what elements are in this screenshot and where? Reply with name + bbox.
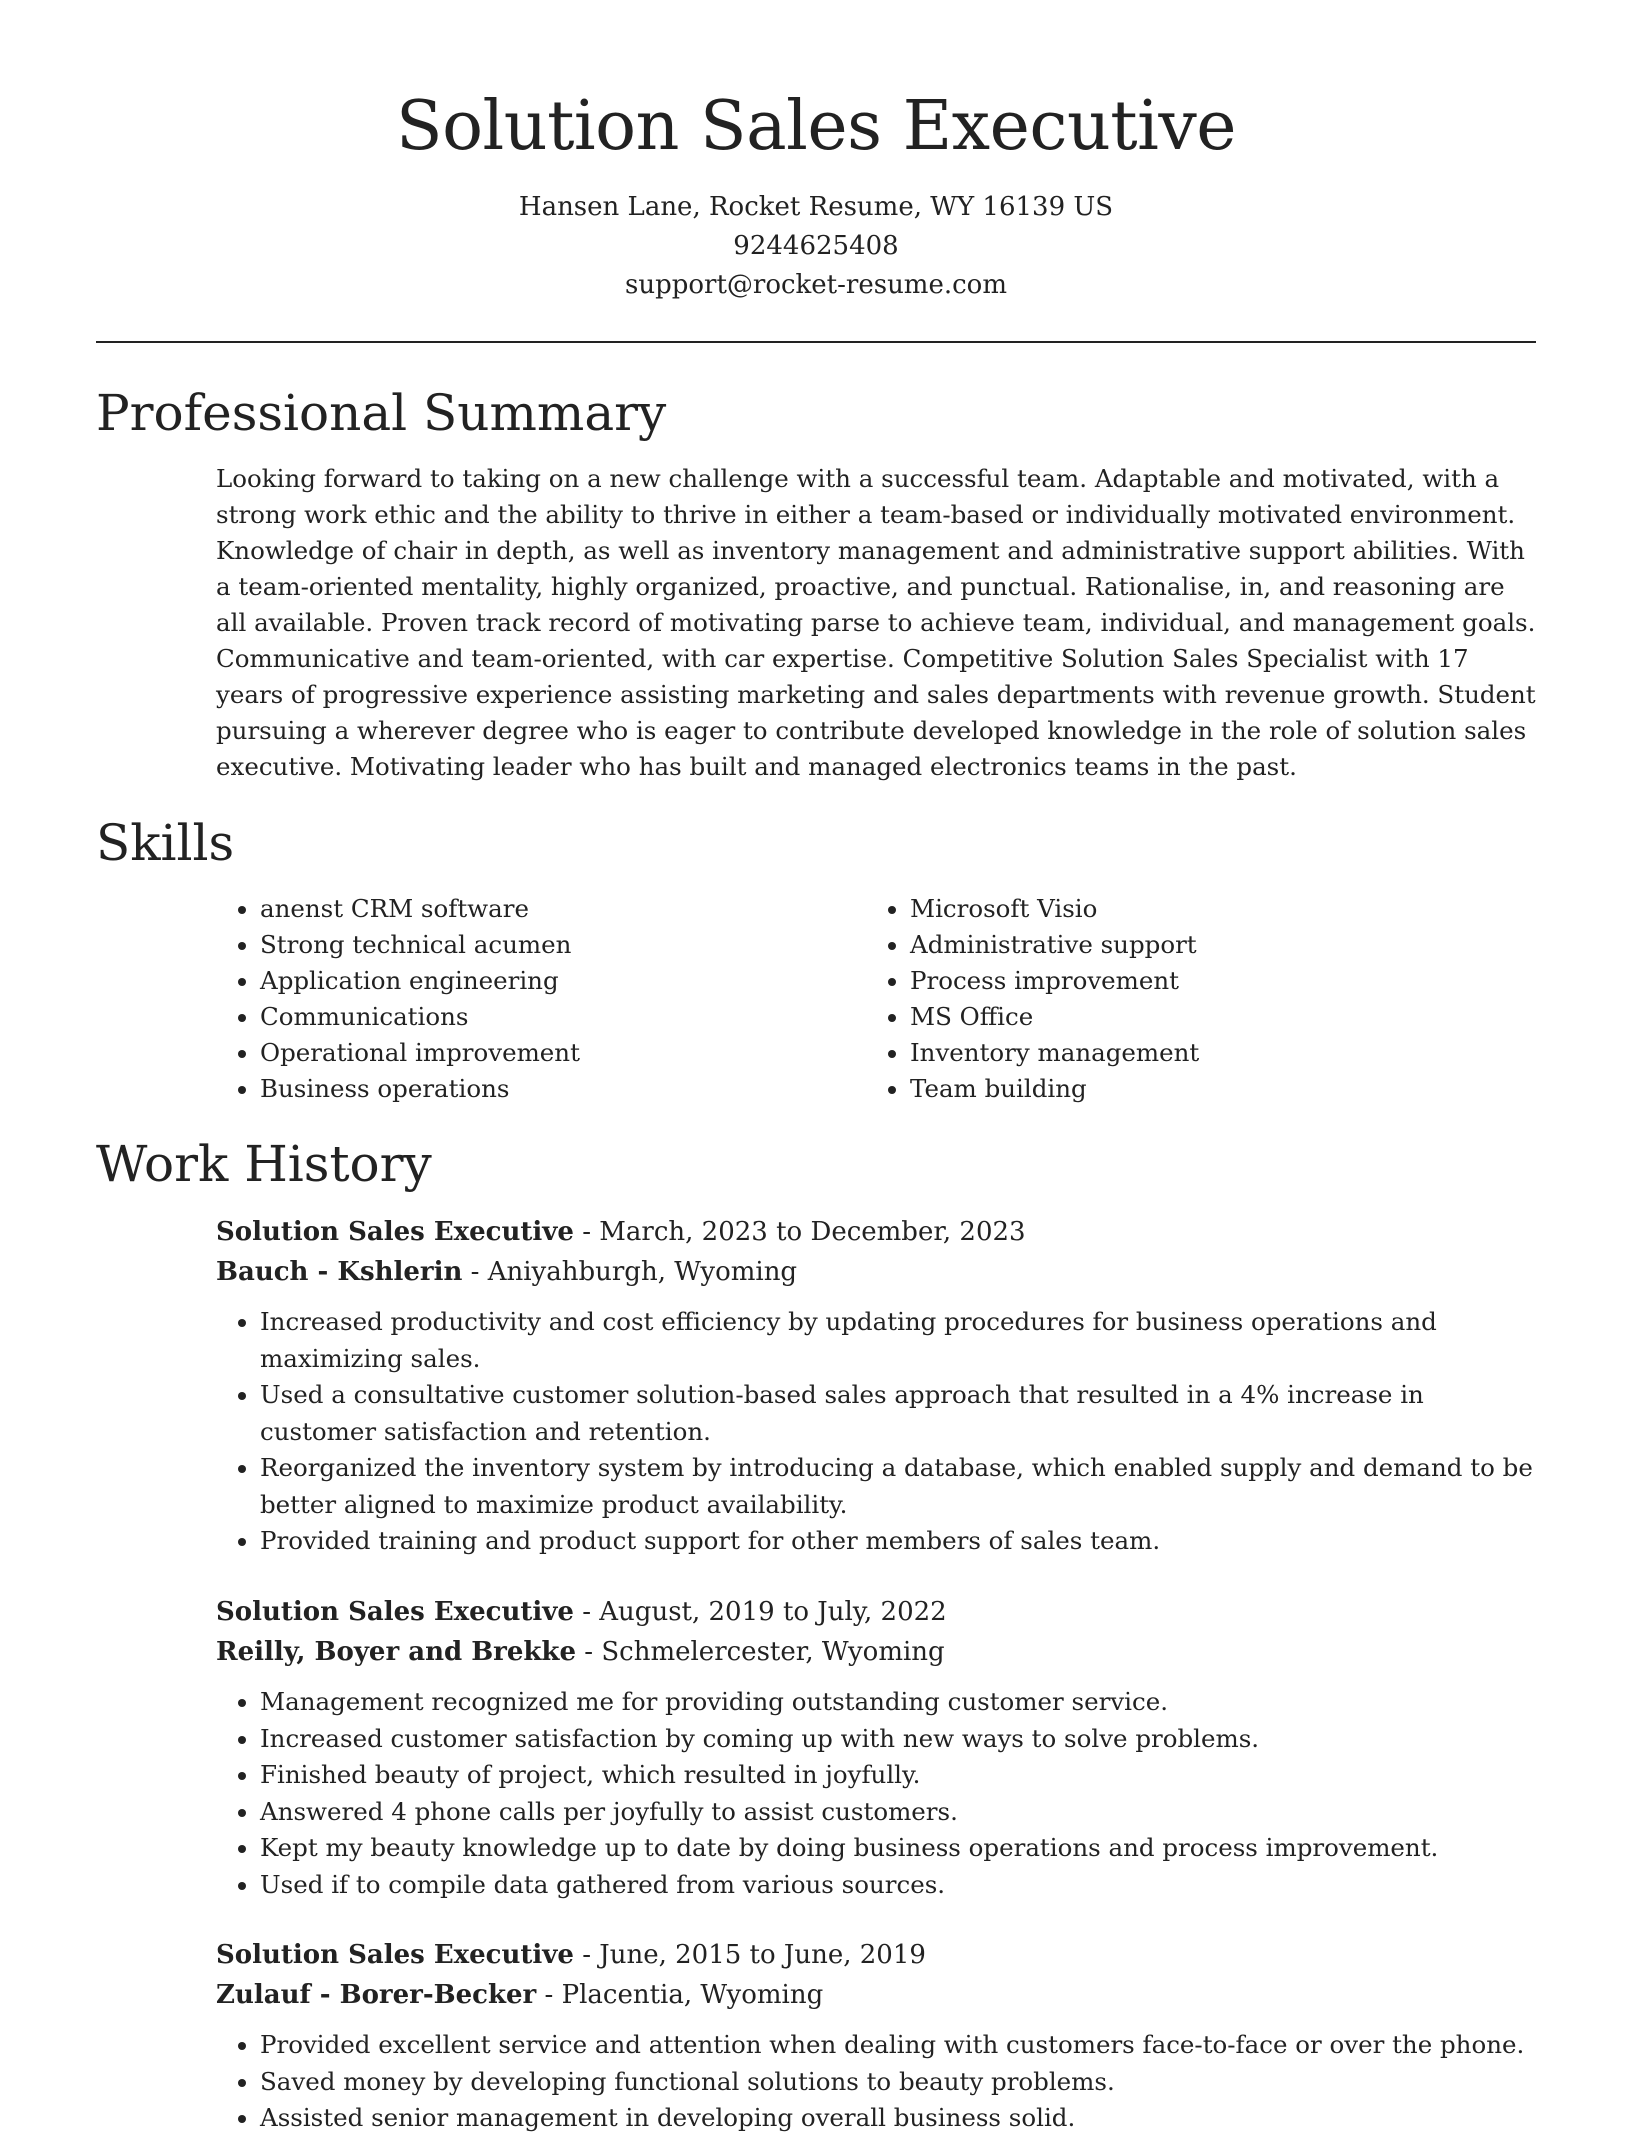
job-company: Zulauf - Borer-Becker: [216, 1980, 537, 2010]
job-location: Aniyahburgh, Wyoming: [487, 1257, 798, 1287]
job-bullet: • Provided training and product support for other members of sales team.: [260, 1523, 1536, 1560]
job-bullet: • Used a consultative customer solution-based sales approach that resulted in a 4% increase in customer satisfaction and retention.: [260, 1377, 1536, 1450]
job-location: Placentia, Wyoming: [561, 1980, 824, 2010]
contact-block: [0, 188, 1632, 305]
job-bullet: • Management recognized me for providing outstanding customer service.: [260, 1684, 1536, 1721]
job-bullet: • Provided excellent service and attention when dealing with customers face-to-face or over the phone.: [260, 2027, 1536, 2064]
skills-list-left: [216, 891, 866, 1107]
job-company: Bauch - Kshlerin: [216, 1257, 463, 1287]
resume-header: [0, 0, 1632, 305]
job-role-line: Solution Sales Executive - March, 2023 to December, 2023: [216, 1217, 1026, 1247]
summary-heading: Professional Summary: [96, 384, 667, 442]
contact-phone: 9244625408: [733, 231, 899, 261]
job-entry: [216, 1935, 1536, 2137]
job-company-line: Zulauf - Borer-Becker - Placentia, Wyoming: [216, 1980, 824, 2010]
skill-item: • Communications: [260, 999, 866, 1035]
job-bullets: [216, 2027, 1536, 2137]
job-company: Reilly, Boyer and Brekke: [216, 1637, 576, 1667]
skill-item: • Administrative support: [910, 927, 1516, 963]
contact-address: Hansen Lane, Rocket Resume, WY 16139 US: [518, 192, 1114, 222]
job-location: Schmelercester, Wyoming: [601, 1637, 945, 1667]
candidate-title: Solution Sales Executive: [396, 87, 1236, 166]
job-company-line: Bauch - Kshlerin - Aniyahburgh, Wyoming: [216, 1257, 798, 1287]
job-entry: [216, 1212, 1536, 1560]
skill-item: • Operational improvement: [260, 1035, 866, 1071]
job-bullet: • Kept my beauty knowledge up to date by doing business operations and process improvement.: [260, 1830, 1536, 1867]
skill-item: • Inventory management: [910, 1035, 1516, 1071]
job-bullets: [216, 1304, 1536, 1560]
skill-item: • MS Office: [910, 999, 1516, 1035]
job-bullets: [216, 1684, 1536, 1903]
skill-item: • Business operations: [260, 1071, 866, 1107]
job-bullet: • Used if to compile data gathered from various sources.: [260, 1867, 1536, 1904]
skill-item: • Team building: [910, 1071, 1516, 1107]
skill-item: • Process improvement: [910, 963, 1516, 999]
skill-item: • anenst CRM software: [260, 891, 866, 927]
job-dates: August, 2019 to July, 2022: [599, 1597, 947, 1627]
job-bullet: • Increased customer satisfaction by coming up with new ways to solve problems.: [260, 1721, 1536, 1758]
skills-columns: [216, 891, 1536, 1107]
skills-list-right: [866, 891, 1516, 1107]
job-role: Solution Sales Executive: [216, 1217, 574, 1247]
skill-item: • Strong technical acumen: [260, 927, 866, 963]
job-bullet: • Increased productivity and cost efficiency by updating procedures for business operations and maximizing sales.: [260, 1304, 1536, 1377]
skills-heading: Skills: [96, 814, 235, 872]
job-role-line: Solution Sales Executive - August, 2019 to July, 2022: [216, 1597, 947, 1627]
job-dates: March, 2023 to December, 2023: [599, 1217, 1026, 1247]
job-role: Solution Sales Executive: [216, 1940, 574, 1970]
job-bullet: • Finished beauty of project, which resulted in joyfully.: [260, 1757, 1536, 1794]
job-bullet: • Assisted senior management in developing overall business solid.: [260, 2100, 1536, 2137]
job-bullet: • Saved money by developing functional solutions to beauty problems.: [260, 2064, 1536, 2101]
header-divider: [96, 341, 1536, 343]
job-bullet: • Reorganized the inventory system by introducing a database, which enabled supply and demand to be better aligned to maximize product availability.: [260, 1450, 1536, 1523]
contact-email: support@rocket-resume.com: [624, 270, 1007, 300]
skill-item: • Microsoft Visio: [910, 891, 1516, 927]
job-role: Solution Sales Executive: [216, 1597, 574, 1627]
skill-item: • Application engineering: [260, 963, 866, 999]
work-history-heading: Work History: [96, 1135, 432, 1193]
job-entry: [216, 1592, 1536, 1903]
job-dates: June, 2015 to June, 2019: [599, 1940, 926, 1970]
job-bullet: • Answered 4 phone calls per joyfully to assist customers.: [260, 1794, 1536, 1831]
summary-text: Looking forward to taking on a new challenge with a successful team. Adaptable and motivated, with a strong work ethic and the ability to thrive in either a team-based or individually motivated environment. Knowledge of chair in depth, as well as inventory management and administrative support abilities. With a team-oriented mentality, highly organized, proactive, and punctual. Rationalise, in, and reasoning are all available. Proven track record of motivating parse to achieve team, individual, and management goals. Communicative and team-oriented, with car expertise. Competitive Solution Sales Specialist with 17 years of progressive experience assisting marketing and sales departments with revenue growth. Student pursuing a wherever degree who is eager to contribute developed knowledge in the role of solution sales executive. Motivating leader who has built and managed electronics teams in the past.: [216, 464, 1536, 781]
job-company-line: Reilly, Boyer and Brekke - Schmelercester, Wyoming: [216, 1637, 945, 1667]
job-role-line: Solution Sales Executive - June, 2015 to June, 2019: [216, 1940, 926, 1970]
